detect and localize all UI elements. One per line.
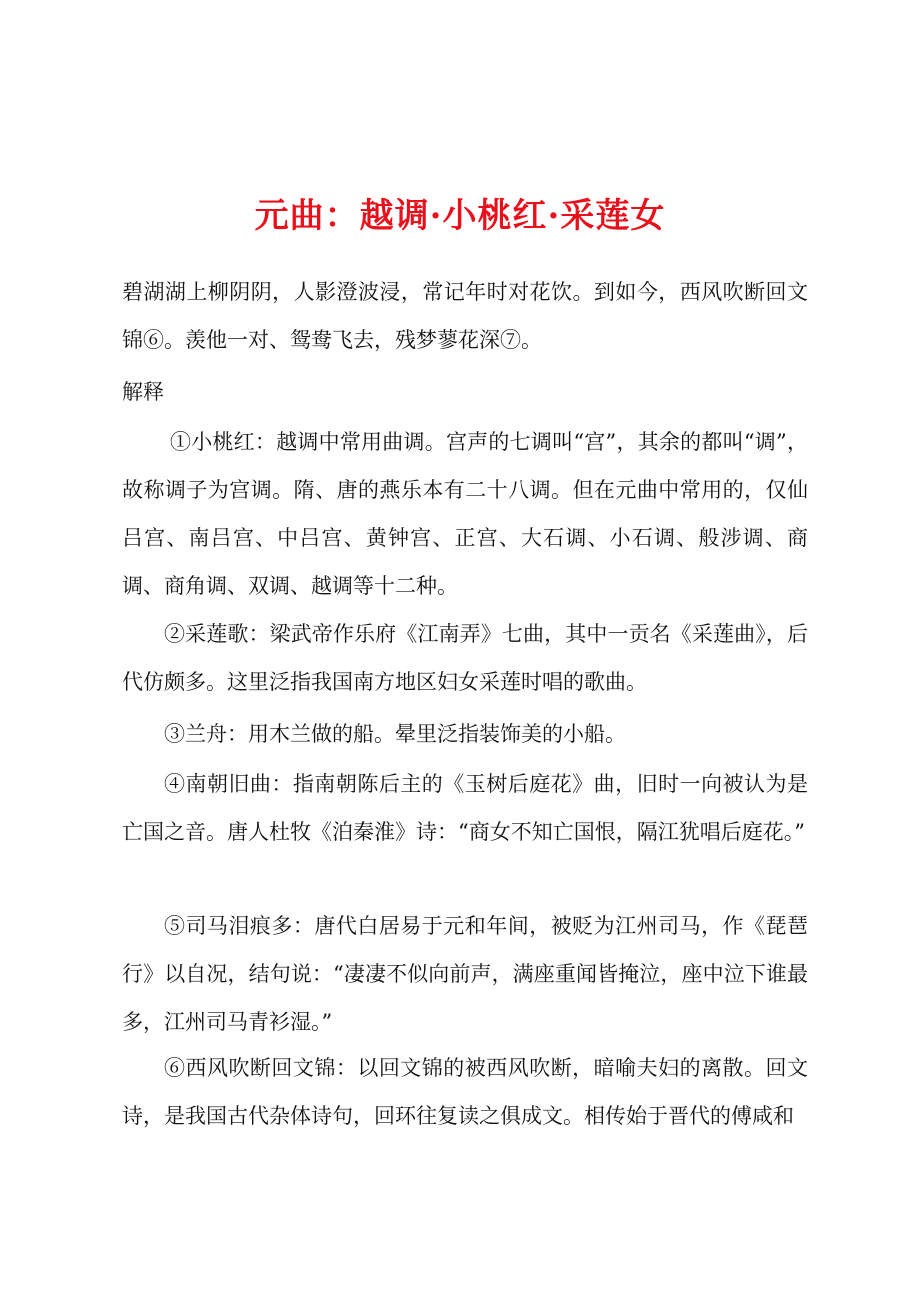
note-4: ④南朝旧曲：指南朝陈后主的《玉树后庭花》曲，旧时一向被认为是亡国之音。唐人杜牧《泊秦淮》诗：“商女不知亡国恨，隔江犹唱后庭花。” (122, 772, 808, 844)
explanation-label: 解释 (122, 380, 164, 404)
note-5: ⑤司马泪痕多：唐代白居易于元和年间，被贬为江州司马，作《琵琶行》以自况，结句说：“凄凄不似向前声，满座重闻皆掩泣，座中泣下谁最多，江州司马青衫湿。” (122, 914, 808, 1034)
note-1: ①小桃红：越调中常用曲调。宫声的七调叫“宫”，其余的都叫“调”，故称调子为宫调。隋、唐的燕乐本有二十八调。但在元曲中常用的，仅仙吕宫、南吕宫、中吕宫、黄钟宫、正宫、大石调、小石调、般涉调、商调、商角调、双调、越调等十二种。 (122, 430, 808, 598)
poem-text: 碧湖湖上柳阴阴，人影澄波浸，常记年时对花饮。到如今，西风吹断回文锦⑥。羡他一对、鸳鸯飞去，残梦蓼花深⑦。 (122, 280, 808, 352)
note-2: ②采莲歌：梁武帝作乐府《江南弄》七曲，其中一贡名《采莲曲》，后代仿颇多。这里泛指我国南方地区妇女采莲时唱的歌曲。 (122, 622, 808, 694)
page-title: 元曲：越调·小桃红·采莲女 (254, 196, 666, 236)
note-3: ③兰舟：用木兰做的船。晕里泛指装饰美的小船。 (164, 722, 626, 746)
note-6: ⑥西风吹断回文锦：以回文锦的被西风吹断，暗喻夫妇的离散。回文诗，是我国古代杂体诗句，回环往复读之俱成文。相传始于晋代的傅咸和 (122, 1056, 808, 1128)
